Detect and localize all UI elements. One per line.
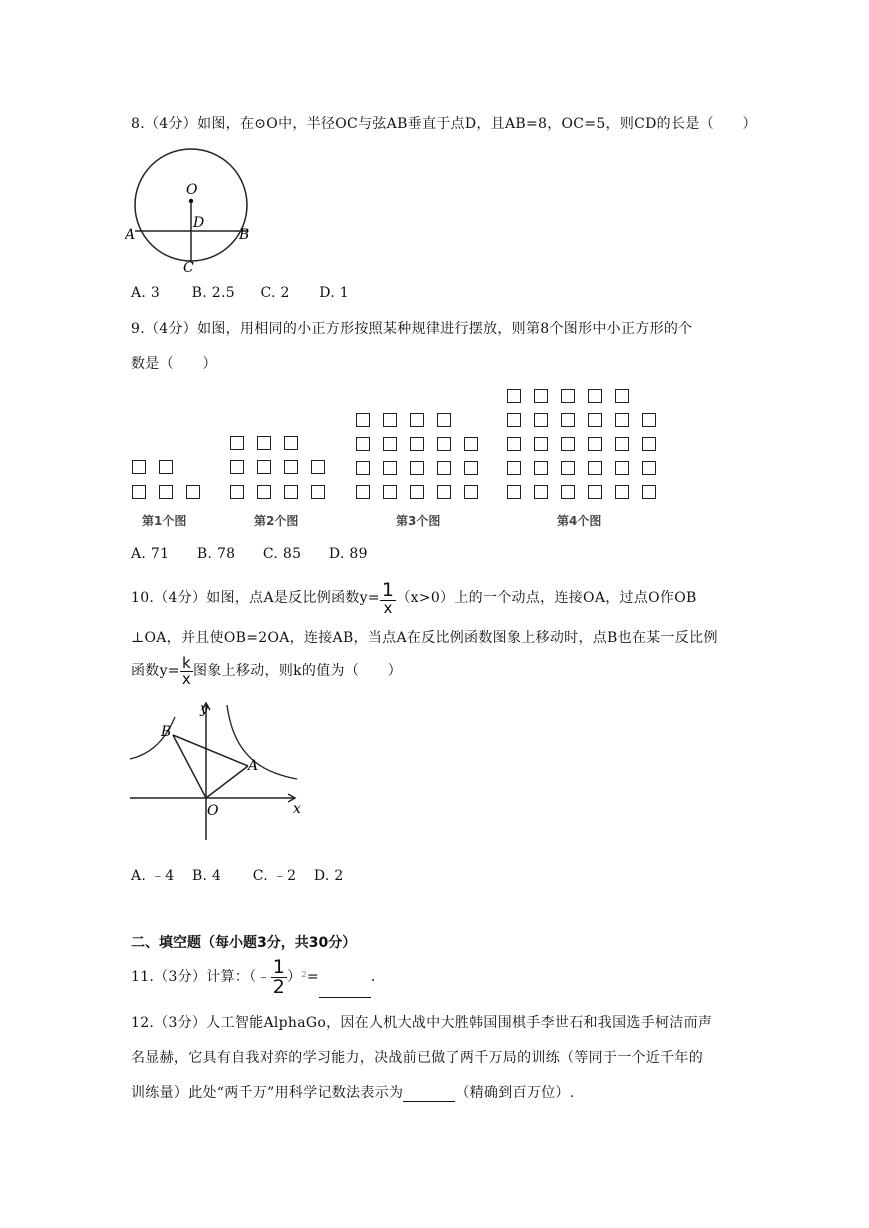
q9-option-d: D. 89 (328, 546, 368, 562)
square (284, 436, 298, 450)
q10-frac1-num: 1 (381, 578, 395, 601)
square (437, 461, 451, 475)
q12-answer-blank[interactable] (403, 1085, 455, 1102)
square (356, 485, 370, 499)
square (642, 413, 656, 427)
q10-line3 (131, 651, 402, 691)
square (561, 437, 575, 451)
q9-caption-1: 第1个图 (142, 514, 187, 528)
square (588, 437, 602, 451)
square (437, 485, 451, 499)
q9-options (131, 546, 368, 562)
square (507, 437, 521, 451)
q9-stem-line1: 9.（4分）如图，用相同的小正方形按照某种规律进行摆放，则第8个图形中小正方形的个 (131, 321, 693, 337)
q10-option-b: B. 4 (191, 868, 222, 884)
q12-line3 (131, 1082, 574, 1102)
q10-line2: ⊥OA，并且使OB=2OA，连接AB，当点A在反比例函数图象上移动时，点B也在某一反比例 (131, 630, 718, 646)
q10-label-B: B (161, 724, 172, 740)
square (588, 461, 602, 475)
square (534, 413, 548, 427)
square (230, 436, 244, 450)
q8-label-D: D (193, 215, 205, 231)
square (410, 437, 424, 451)
q10-option-a: A. ﹣4 (131, 868, 175, 884)
q10-option-c: C. ﹣2 (252, 868, 297, 884)
q9-caption-4: 第4个图 (557, 514, 602, 528)
q12-line3-b: （精确到百万位）. (455, 1085, 575, 1101)
square (615, 389, 629, 403)
q10-label-A: A (248, 758, 259, 774)
square (588, 413, 602, 427)
square (257, 436, 271, 450)
q9-caption-3: 第3个图 (396, 514, 441, 528)
square (615, 413, 629, 427)
square (132, 460, 146, 474)
square (186, 485, 200, 499)
square (642, 437, 656, 451)
square (464, 437, 478, 451)
q11-frac-den: 2 (272, 975, 286, 998)
q11-answer-blank[interactable] (319, 957, 371, 998)
q9-option-b: B. 78 (196, 546, 236, 562)
q10-options (131, 865, 344, 885)
square (534, 389, 548, 403)
q11-end: . (370, 969, 376, 985)
square (230, 485, 244, 499)
square (615, 461, 629, 475)
square (437, 413, 451, 427)
q12-line3-a: 训练量）此处“两千万”用科学记数法表示为 (131, 1085, 404, 1101)
square (507, 413, 521, 427)
square (159, 485, 173, 499)
square (507, 485, 521, 499)
q8-label-C: C (183, 260, 194, 275)
square (410, 461, 424, 475)
section-2-heading: 二、填空题（每小题3分，共30分） (131, 935, 357, 951)
square (383, 461, 397, 475)
q10-frac1-den: x (383, 598, 393, 617)
q9-option-a: A. 71 (131, 546, 170, 562)
q10-label-y: y (200, 701, 208, 717)
q8-label-A: A (125, 227, 136, 243)
square (464, 485, 478, 499)
square (284, 485, 298, 499)
square (311, 485, 325, 499)
q8-option-b: B. 2.5 (191, 285, 235, 301)
q10-frac2-num: k (180, 656, 193, 672)
square (561, 461, 575, 475)
square (311, 460, 325, 474)
q8-label-O: O (186, 182, 198, 198)
q8-option-d: D. 1 (319, 285, 349, 301)
q11-line (131, 957, 376, 998)
square (507, 461, 521, 475)
q12-line2: 名显赫，它具有自我对弈的学习能力，决战前已做了两千万局的训练（等同于一个近千年的 (131, 1050, 703, 1066)
q10-fraction-k-over-x (180, 653, 193, 688)
square (257, 485, 271, 499)
square (257, 460, 271, 474)
q10-line3-a: 函数y= (131, 663, 180, 679)
square (615, 485, 629, 499)
q11-exponent: 2 (301, 970, 307, 979)
square (410, 485, 424, 499)
square (437, 437, 451, 451)
q10-line3-b: 图象上移动，则k的值为（ ） (193, 663, 403, 679)
q10-label-O: O (207, 803, 219, 819)
q12-line1: 12.（3分）人工智能AlphaGo，因在人机大战中大胜韩国围棋手李世石和我国选手柯洁而声 (131, 1015, 713, 1031)
square (588, 389, 602, 403)
q10-frac2-den: x (181, 669, 192, 688)
square (383, 485, 397, 499)
q9-option-c: C. 85 (262, 546, 302, 562)
square (561, 389, 575, 403)
square (615, 437, 629, 451)
square (356, 413, 370, 427)
q11-fraction-half (271, 955, 287, 998)
square (356, 461, 370, 475)
q10-hyperbola-figure (125, 695, 315, 845)
square (383, 413, 397, 427)
square (464, 461, 478, 475)
square (642, 485, 656, 499)
square (588, 485, 602, 499)
q11-frac-num: 1 (272, 955, 286, 978)
q10-label-x: x (293, 801, 301, 817)
q10-fraction-1-over-x (380, 578, 396, 617)
square (561, 413, 575, 427)
square (132, 485, 146, 499)
q10-option-d: D. 2 (313, 868, 344, 884)
square (534, 461, 548, 475)
square (534, 485, 548, 499)
square (561, 485, 575, 499)
q11-suffix: ） (287, 969, 302, 985)
q11-prefix: 11.（3分）计算：（﹣ (131, 969, 271, 985)
q10-line1-b: （x>0）上的一个动点，连接OA，过点O作OB (396, 590, 697, 606)
square (230, 460, 244, 474)
q9-caption-2: 第2个图 (254, 514, 299, 528)
q8-label-B: B (239, 227, 250, 243)
q9-stem-line2: 数是（ ） (131, 356, 217, 372)
square (534, 437, 548, 451)
q8-option-a: A. 3 (131, 285, 161, 301)
square (642, 461, 656, 475)
q8-option-c: C. 2 (260, 285, 290, 301)
square (284, 460, 298, 474)
square (410, 413, 424, 427)
q11-eq: = (306, 969, 319, 985)
square (383, 437, 397, 451)
q10-line1-a: 10.（4分）如图，点A是反比例函数y= (131, 590, 380, 606)
q8-stem: 8.（4分）如图，在⊙O中，半径OC与弦AB垂直于点D，且AB=8，OC=5，则CD的长是（ ） (131, 116, 757, 132)
q10-line1 (131, 578, 697, 618)
square (507, 389, 521, 403)
q9-square-patterns (0, 0, 869, 540)
square (356, 437, 370, 451)
square (159, 460, 173, 474)
